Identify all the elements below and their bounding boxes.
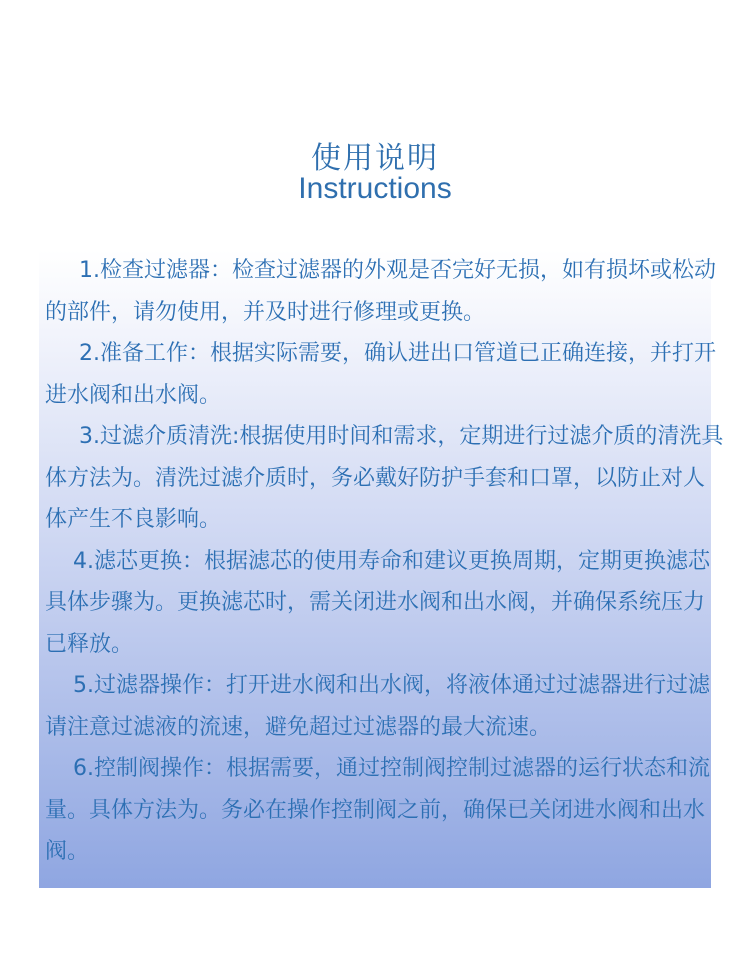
instruction-filter-operation: 5.过滤器操作：打开进水阀和出水阀，将液体通过过滤器进行过滤请注意过滤液的流速，避免超过过滤器的最大流速。 (45, 673, 710, 740)
instruction-clean-media: 3.过滤介质清洗:根据使用时间和需求，定期进行过滤介质的清洗具体方法为。清洗过滤介质时，务必戴好防护手套和口罩，以防止对人体产生不良影响。 (45, 424, 724, 532)
instruction-control-valve: 6.控制阀操作：根据需要，通过控制阀控制过滤器的运行状态和流量。具体方法为。务必在操作控制阀之前，确保已关闭进水阀和出水阀。 (45, 756, 710, 864)
instructions-list (45, 250, 725, 873)
instruction-preparation: 2.准备工作：根据实际需要，确认进出口管道已正确连接，并打开进水阀和出水阀。 (45, 341, 716, 408)
instruction-check-filter: 1.检查过滤器：检查过滤器的外观是否完好无损，如有损坏或松动的部件，请勿使用，并及时进行修理或更换。 (45, 258, 716, 325)
instruction-replace-cartridge: 4.滤芯更换：根据滤芯的使用寿命和建议更换周期，定期更换滤芯具体步骤为。更换滤芯时，需关闭进水阀和出水阀，并确保系统压力已释放。 (45, 548, 710, 657)
page-subtitle: Instructions (298, 172, 452, 205)
page-title: 使用说明 (311, 141, 439, 176)
